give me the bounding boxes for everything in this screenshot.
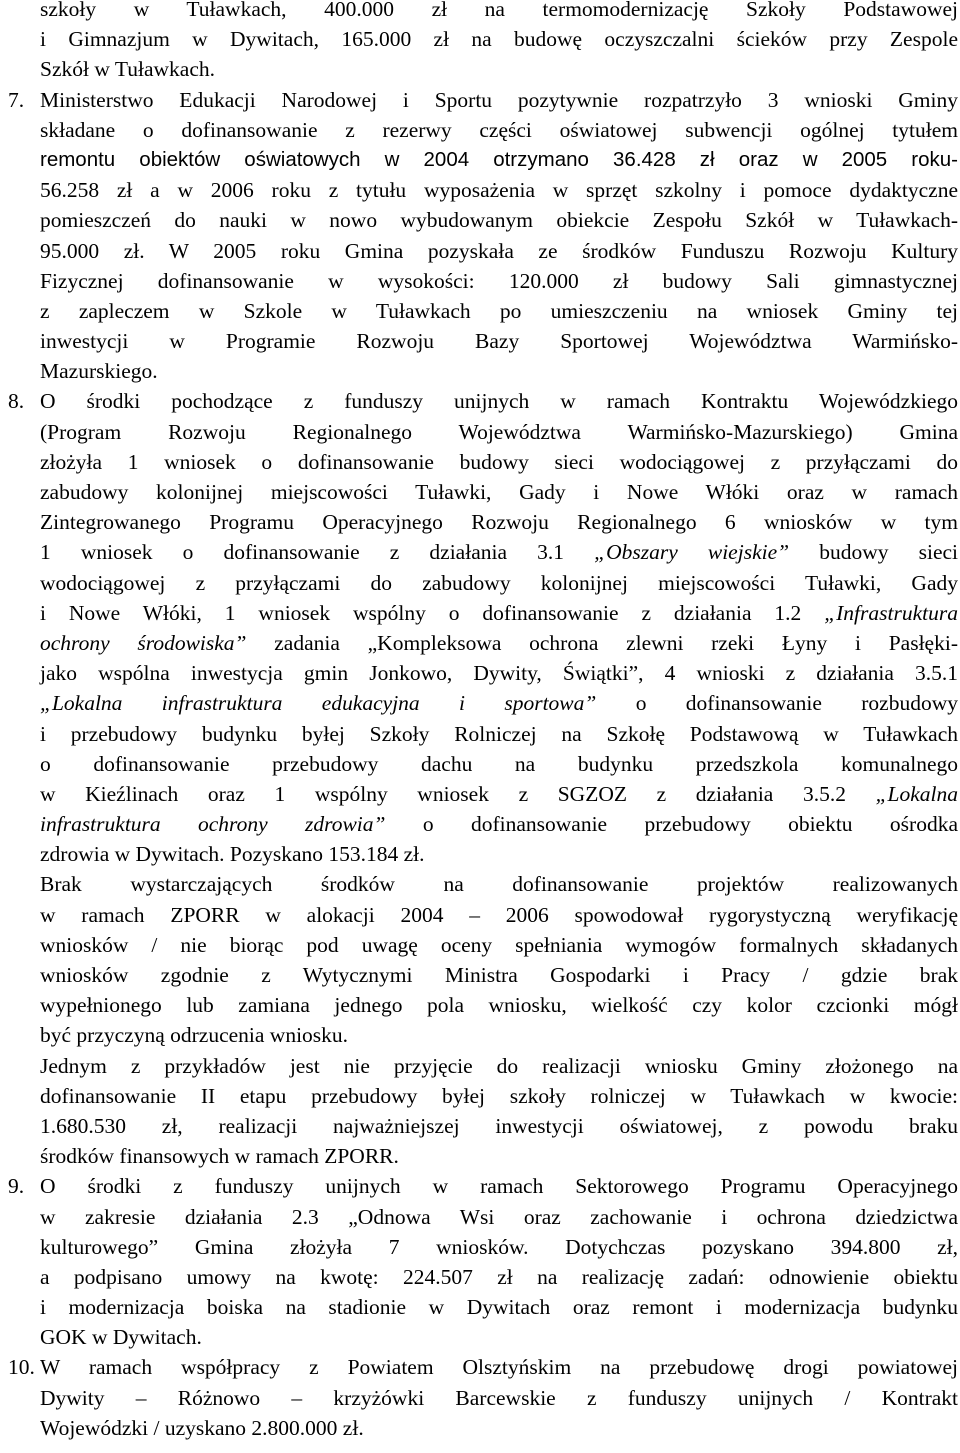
text-line: wodociągowej z przyłączami do zabudowy kolonijnej miejscowości Tuławki, Gady bbox=[40, 570, 958, 595]
italic-phrase: „Obszary wiejskie” bbox=[594, 540, 790, 565]
text-line: Wojewódzki / uzyskano 2.800.000 zł. bbox=[40, 1415, 364, 1440]
text-line: być przyczyną odrzucenia wniosku. bbox=[40, 1023, 349, 1048]
text-line: i Gimnazjum w Dywitach, 165.000 zł na budowę oczyszczalni ścieków przy Zespole bbox=[40, 27, 958, 52]
text-line: jako wspólna inwestycja gmin Jonkowo, Dywity, Świątki”, 4 wnioski z działania 3.5.1 bbox=[40, 661, 958, 686]
text-line: Brak wystarczających środków na dofinansowanie projektów realizowanych bbox=[40, 872, 958, 897]
text-line: 95.000 zł. W 2005 roku Gmina pozyskała ze środków Funduszu Rozwoju Kultury bbox=[40, 238, 958, 263]
text-line: (Program Rozwoju Regionalnego Województwa Warmińsko-Mazurskiego) Gmina bbox=[40, 419, 958, 444]
text-line: i modernizacja boiska na stadionie w Dywitach oraz remont i modernizacja budynku bbox=[40, 1295, 958, 1320]
list-number: 10. bbox=[8, 1355, 35, 1380]
text-line: kulturowego” Gmina złożyła 7 wniosków. Dotychczas pozyskano 394.800 zł, bbox=[40, 1234, 958, 1259]
text-line: Fizycznej dofinansowanie w wysokości: 120.000 zł budowy Sali gimnastycznej bbox=[40, 268, 958, 293]
text-line: wniosków / nie biorąc pod uwagę oceny spełniania wymogów formalnych składanych bbox=[40, 932, 958, 957]
text-line: Dywity – Różnowo – krzyżówki Barcewskie z funduszy unijnych / Kontrakt bbox=[40, 1385, 958, 1410]
text-line: infrastruktura ochrony zdrowia” o dofinansowanie przebudowy obiektu ośrodka bbox=[40, 812, 958, 837]
text-line: inwestycji w Programie Rozwoju Bazy Sportowej Województwa Warmińsko- bbox=[40, 329, 958, 354]
text-line: 56.258 zł a w 2006 roku z tytułu wyposażenia w sprzęt szkolny i pomoce dydaktyczne bbox=[40, 178, 958, 203]
text-line: o dofinansowanie przebudowy dachu na budynku przedszkola komunalnego bbox=[40, 751, 958, 776]
text-line: 1 wniosek o dofinansowanie z działania 3.1 „Obszary wiejskie” budowy sieci bbox=[40, 540, 959, 565]
list-item-10-line bbox=[8, 1352, 958, 1382]
text-line: ochrony środowiska” zadania „Kompleksowa ochrona zlewni rzeki Łyny i Pasłęki- bbox=[40, 630, 958, 655]
list-item-7-line bbox=[8, 85, 958, 115]
text-line: w Kieźlinach oraz 1 wspólny wniosek z SGZOZ z działania 3.5.2 „Lokalna bbox=[40, 781, 958, 806]
text-line: Ministerstwo Edukacji Narodowej i Sportu pozytywnie rozpatrzyło 3 wnioski Gminy bbox=[40, 87, 958, 112]
text-line: 1.680.530 zł, realizacji najważniejszej inwestycji oświatowej, z powodu braku bbox=[40, 1113, 958, 1138]
text-line: zabudowy kolonijnej miejscowości Tuławki, Gady i Nowe Włóki oraz w ramach bbox=[40, 480, 958, 504]
list-item-9-line bbox=[8, 1171, 958, 1201]
text-line: Zintegrowanego Programu Operacyjnego Rozwoju Regionalnego 6 wniosków w tym bbox=[40, 510, 958, 535]
text-line: złożyła 1 wniosek o dofinansowanie budowy sieci wodociągowej z przyłączami do bbox=[40, 449, 958, 474]
text-line: GOK w Dywitach. bbox=[40, 1325, 202, 1350]
text-line: i Nowe Włóki, 1 wniosek wspólny o dofinansowanie z działania 1.2 „Infrastruktura bbox=[40, 600, 958, 625]
list-number: 8. bbox=[8, 389, 25, 414]
text-line: środków finansowych w ramach ZPORR. bbox=[40, 1144, 399, 1169]
italic-phrase: ochrony środowiska” bbox=[40, 630, 247, 655]
text-line: pomieszczeń do nauki w nowo wybudowanym obiekcie Zespołu Szkół w Tuławkach- bbox=[40, 208, 958, 233]
text-line: wypełnionego lub zamiana jednego pola wniosku, wielkość czy kolor czcionki mógł bbox=[40, 993, 958, 1018]
text-line: wniosków zgodnie z Wytycznymi Ministra Gospodarki i Pracy / gdzie brak bbox=[40, 963, 958, 987]
italic-phrase: „Lokalna infrastruktura edukacyjna i sportowa” bbox=[40, 691, 597, 716]
text-line: „Lokalna infrastruktura edukacyjna i sportowa” o dofinansowanie rozbudowy bbox=[40, 691, 958, 716]
text-line: zdrowia w Dywitach. Pozyskano 153.184 zł. bbox=[40, 842, 425, 867]
text-line: składane o dofinansowanie z rezerwy części oświatowej subwencji ogólnej tytułem bbox=[40, 117, 958, 142]
italic-phrase: infrastruktura ochrony zdrowia” bbox=[40, 812, 386, 837]
text-line: a podpisano umowy na kwotę: 224.507 zł na realizację zadań: odnowienie obiektu bbox=[40, 1264, 958, 1289]
italic-phrase: „Infrastruktura bbox=[824, 600, 958, 625]
text-line: O środki z funduszy unijnych w ramach Sektorowego Programu Operacyjnego bbox=[40, 1174, 958, 1199]
text-line: w zakresie działania 2.3 „Odnowa Wsi oraz zachowanie i ochrona dziedzictwa bbox=[40, 1204, 958, 1229]
text-line: szkoły w Tuławkach, 400.000 zł na termomodernizację Szkoły Podstawowej bbox=[40, 0, 958, 21]
text-line: O środki pochodzące z funduszy unijnych w ramach Kontraktu Wojewódzkiego bbox=[40, 389, 958, 414]
list-number: 7. bbox=[8, 87, 25, 112]
text-line: i przebudowy budynku byłej Szkoły Rolniczej na Szkołę Podstawową w Tuławkach bbox=[40, 721, 958, 746]
text-line: Jednym z przykładów jest nie przyjęcie do realizacji wniosku Gminy złożonego na bbox=[40, 1053, 958, 1078]
text-line: W ramach współpracy z Powiatem Olsztyńskim na przebudowę drogi powiatowej bbox=[40, 1355, 958, 1380]
text-line: remontu obiektów oświatowych w 2004 otrzymano 36.428 zł oraz w 2005 roku- bbox=[40, 147, 958, 171]
text-line: dofinansowanie II etapu przebudowy byłej szkoły rolniczej w Tuławkach w kwocie: bbox=[40, 1083, 958, 1108]
italic-phrase: „Lokalna bbox=[875, 781, 958, 806]
text-line: Mazurskiego. bbox=[40, 359, 158, 384]
list-number: 9. bbox=[8, 1174, 25, 1199]
list-item-8-line bbox=[8, 386, 958, 416]
text-line: w ramach ZPORR w alokacji 2004 – 2006 spowodował rygorystyczną weryfikację bbox=[40, 902, 958, 927]
text-line: z zapleczem w Szkole w Tuławkach po umieszczeniu na wniosek Gminy tej bbox=[40, 298, 958, 323]
text-line: Szkół w Tuławkach. bbox=[40, 57, 215, 82]
